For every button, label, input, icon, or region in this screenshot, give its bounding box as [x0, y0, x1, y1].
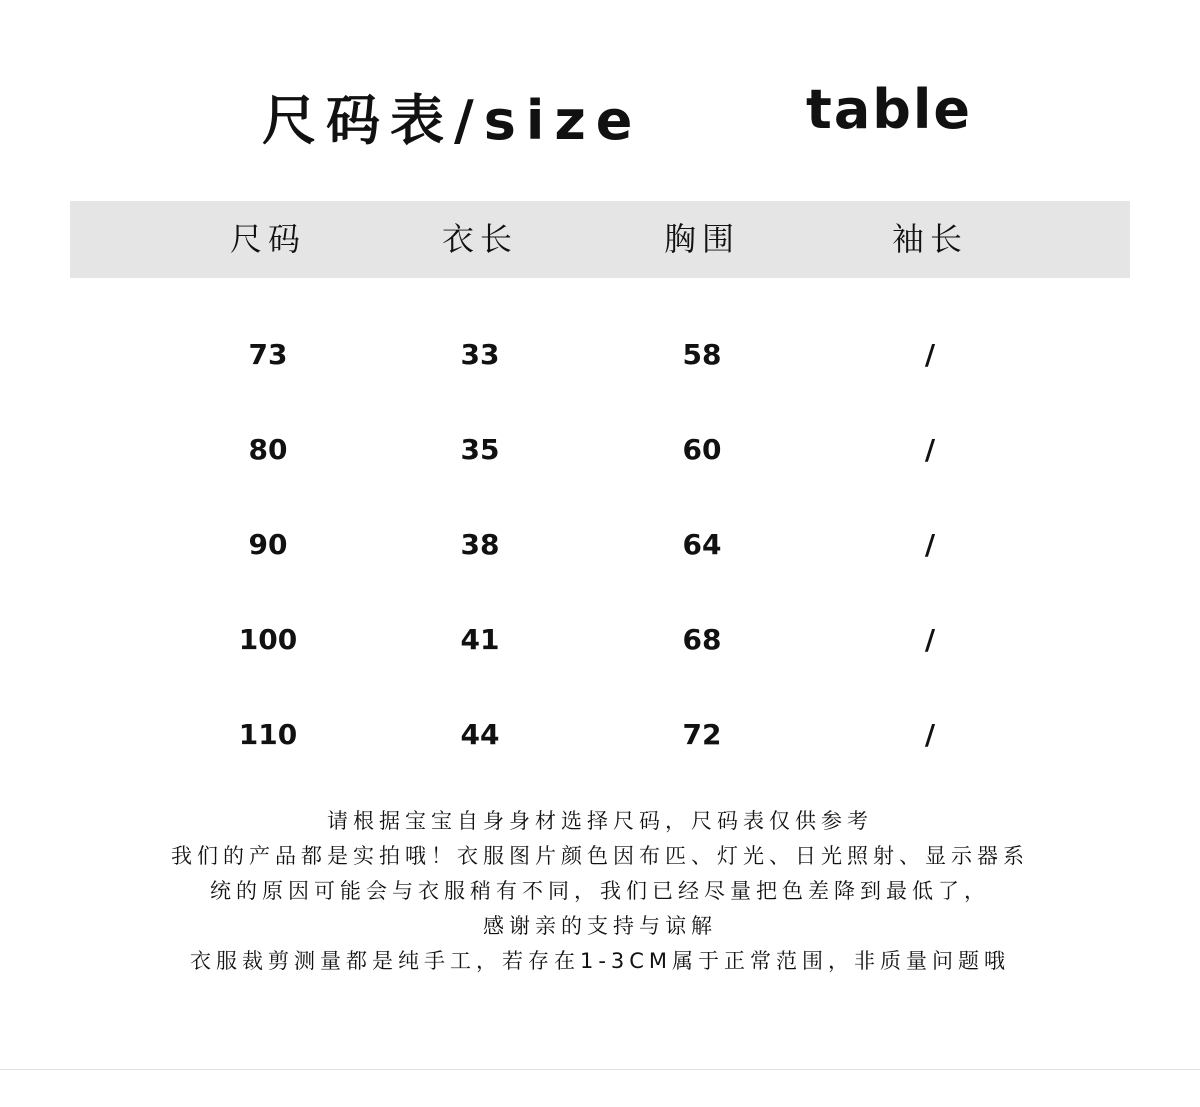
table-row [0, 710, 1200, 760]
cell-chest: 72 [682, 718, 722, 751]
cell-sleeve: / [924, 528, 936, 561]
cell-sleeve: / [924, 338, 936, 371]
cell-chest: 68 [682, 623, 722, 656]
column-header-sleeve: 袖长 [891, 220, 968, 258]
table-row [0, 520, 1200, 570]
column-header-length: 衣长 [441, 220, 518, 258]
cell-size: 110 [238, 718, 298, 751]
table-row [0, 615, 1200, 665]
cell-sleeve: / [924, 433, 936, 466]
cell-sleeve: / [924, 718, 936, 751]
cell-size: 73 [248, 338, 288, 371]
page-title [0, 78, 1200, 158]
title-chinese: 尺码表/size [262, 89, 643, 152]
table-header [70, 201, 1130, 278]
cell-chest: 64 [682, 528, 722, 561]
cell-length: 35 [460, 433, 500, 466]
cell-length: 41 [460, 623, 500, 656]
cell-chest: 58 [682, 338, 722, 371]
column-header-size: 尺码 [229, 220, 306, 258]
cell-length: 38 [460, 528, 500, 561]
note-line: 我们的产品都是实拍哦！衣服图片颜色因布匹、灯光、日光照射、显示器系 [171, 844, 1029, 868]
size-notes [0, 804, 1200, 979]
column-header-chest: 胸围 [663, 220, 740, 258]
note-line: 请根据宝宝自身身材选择尺码，尺码表仅供参考 [327, 809, 873, 833]
footer-divider [0, 1069, 1200, 1070]
cell-size: 80 [248, 433, 288, 466]
note-line: 统的原因可能会与衣服稍有不同，我们已经尽量把色差降到最低了， [210, 879, 990, 903]
note-line: 感谢亲的支持与谅解 [483, 914, 717, 938]
cell-sleeve: / [924, 623, 936, 656]
table-row [0, 330, 1200, 380]
cell-chest: 60 [682, 433, 722, 466]
cell-length: 44 [460, 718, 500, 751]
cell-size: 90 [248, 528, 288, 561]
cell-length: 33 [460, 338, 500, 371]
note-line: 衣服裁剪测量都是纯手工，若存在1-3CM属于正常范围，非质量问题哦 [189, 949, 1011, 973]
table-row [0, 425, 1200, 475]
title-english: table [806, 78, 973, 141]
cell-size: 100 [238, 623, 298, 656]
